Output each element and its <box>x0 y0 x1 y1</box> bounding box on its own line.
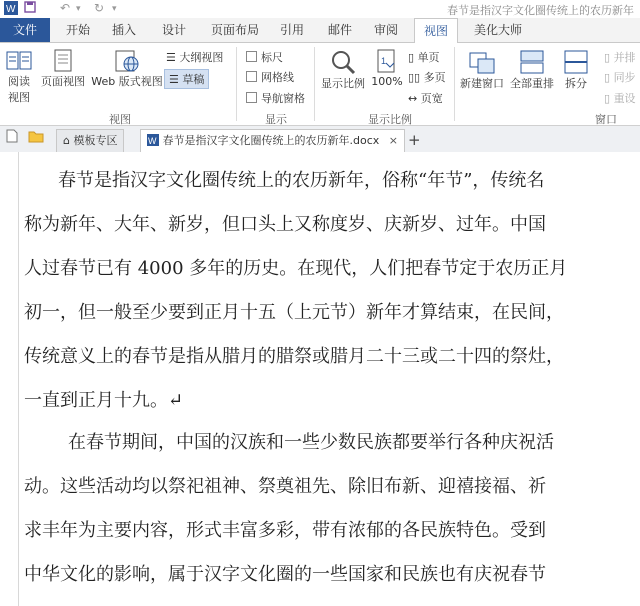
word-doc-icon <box>147 134 159 146</box>
zoom-label: 显示比例 <box>321 77 365 90</box>
svg-text:1: 1 <box>381 56 387 66</box>
sync-scroll-button[interactable] <box>604 69 636 85</box>
split-button[interactable] <box>560 49 592 91</box>
document-tab-label: 春节是指汉字文化圈传统上的农历新年.docx <box>162 134 380 147</box>
arrange-all-label: 全部重排 <box>510 77 554 90</box>
tab-mailings[interactable]: 邮件 <box>327 23 352 37</box>
multi-page-button[interactable] <box>408 69 446 85</box>
web-view-button[interactable] <box>90 49 164 89</box>
template-zone-tab[interactable] <box>56 129 124 152</box>
one-page-button[interactable] <box>408 49 440 65</box>
group-separator <box>314 47 315 121</box>
zoom-100-label: 100% <box>371 75 403 88</box>
arrange-all-button[interactable] <box>508 49 556 91</box>
side-by-side-icon: ▯ <box>604 51 611 64</box>
page-width-button[interactable] <box>408 90 443 106</box>
ruler-label: 标尺 <box>261 51 283 64</box>
one-page-icon: ▯ <box>408 51 415 64</box>
outline-view-button[interactable] <box>166 49 223 65</box>
undo-dropdown-icon[interactable]: ▾ <box>76 4 81 14</box>
group-separator <box>454 47 455 121</box>
zoom-100-icon <box>376 49 398 75</box>
ribbon-view <box>0 43 640 126</box>
text-line: 动。这些活动均以祭祀祖神、祭奠祖先、除旧布新、迎禧接福、祈 <box>24 476 546 497</box>
read-view-button[interactable] <box>4 49 34 105</box>
text-line: 初一，但一般至少要到正月十五（上元节）新年才算结束，在民间， <box>24 302 564 323</box>
reset-position-button[interactable] <box>604 90 636 106</box>
new-window-button[interactable] <box>458 49 506 91</box>
document-tab[interactable] <box>140 129 405 152</box>
group-label-show: 显示 <box>265 113 287 126</box>
add-tab-icon[interactable]: + <box>408 131 421 149</box>
tab-page-layout[interactable]: 页面布局 <box>210 23 259 37</box>
text-line: 在春节期间，中国的汉族和一些少数民族都要举行各种庆祝活 <box>68 432 554 453</box>
page-view-label: 页面视图 <box>41 75 85 88</box>
window-title: 春节是指汉字文化圈传统上的农历新年 <box>447 4 634 17</box>
text-line: 人过春节已有 4000 多年的历史。在现代，人们把春节定于农历正月 <box>24 258 568 279</box>
home-icon: ⌂ <box>63 134 70 147</box>
page-width-label: 页宽 <box>420 92 443 105</box>
tab-insert[interactable]: 插入 <box>111 23 136 37</box>
gridlines-label: 网格线 <box>261 71 294 84</box>
one-page-label: 单页 <box>417 51 440 64</box>
draft-icon: ☰ <box>169 73 179 86</box>
zoom-button[interactable] <box>318 49 368 91</box>
text-line: 求丰年为主要内容，形式丰富多彩，带有浓郁的各民族特色。受到 <box>24 520 546 541</box>
split-icon <box>563 49 589 75</box>
side-by-side-button[interactable] <box>604 49 636 65</box>
multi-page-icon: ▯▯ <box>408 71 421 84</box>
undo-icon[interactable]: ↶ <box>60 1 71 15</box>
web-view-label: Web 版式视图 <box>91 75 163 88</box>
word-app-icon <box>4 1 18 18</box>
group-separator <box>236 47 237 121</box>
nav-pane-label: 导航窗格 <box>261 92 305 105</box>
nav-pane-checkbox[interactable] <box>246 90 305 106</box>
sync-scroll-icon: ▯ <box>604 71 611 84</box>
customize-toolbar-icon[interactable]: ▾ <box>112 4 117 14</box>
read-view-icon <box>6 49 32 73</box>
document-page[interactable] <box>0 152 640 606</box>
template-zone-label: 模板专区 <box>73 134 118 147</box>
tab-view[interactable]: 视图 <box>414 18 458 44</box>
draft-label: 草稿 <box>182 73 205 86</box>
page-view-icon <box>53 49 73 73</box>
text-line: 传统意义上的春节是指从腊月的腊祭或腊月二十三或二十四的祭灶， <box>24 346 564 367</box>
text-line: 春节是指汉字文化圈传统上的农历新年，俗称“年节”，传统名 <box>58 170 545 191</box>
title-bar <box>0 0 640 18</box>
magnifier-icon <box>330 49 356 75</box>
tab-design[interactable]: 设计 <box>161 23 186 37</box>
tab-beautify-master[interactable]: 美化大师 <box>473 23 522 37</box>
gridlines-check-box[interactable] <box>246 71 257 82</box>
group-label-zoom: 显示比例 <box>368 113 412 126</box>
ribbon-tab-bar <box>0 18 640 43</box>
group-label-window: 窗口 <box>595 113 617 126</box>
arrange-all-icon <box>518 49 546 75</box>
split-label: 拆分 <box>565 77 587 90</box>
side-by-side-label: 并排 <box>613 51 636 64</box>
close-tab-icon[interactable]: × <box>388 134 398 147</box>
nav-pane-check-box[interactable] <box>246 92 257 103</box>
svg-text:W: W <box>6 4 16 15</box>
text-line: 中华文化的影响，属于汉字文化圈的一些国家和民族也有庆祝春节 <box>24 564 546 585</box>
group-label-view: 视图 <box>109 113 131 126</box>
new-window-icon <box>468 49 496 75</box>
page-margin-line <box>18 152 19 606</box>
text-line: 称为新年、大年、新岁，但口头上又称度岁、庆新岁、过年。中国 <box>24 214 546 235</box>
redo-icon[interactable]: ↻ <box>94 1 105 15</box>
document-tab-bar <box>0 126 640 153</box>
outline-label: 大纲视图 <box>179 51 224 64</box>
web-view-icon <box>114 49 140 73</box>
page-width-icon: ↔ <box>408 92 418 105</box>
tab-review[interactable]: 审阅 <box>373 23 398 37</box>
tab-file[interactable]: 文件 <box>0 18 50 42</box>
new-window-label: 新建窗口 <box>460 77 504 90</box>
text-line: 一直到正月十九。↵ <box>24 390 184 411</box>
tab-references[interactable]: 引用 <box>279 23 304 37</box>
zoom-100-button[interactable] <box>370 49 404 88</box>
reset-position-label: 重设 <box>613 92 636 105</box>
multi-page-label: 多页 <box>423 71 446 84</box>
draft-view-button[interactable] <box>164 69 209 89</box>
outline-icon: ☰ <box>166 51 176 64</box>
save-icon[interactable] <box>24 1 36 16</box>
ruler-check-box[interactable] <box>246 51 257 62</box>
ruler-checkbox[interactable] <box>246 49 283 65</box>
open-folder-icon[interactable] <box>28 129 44 151</box>
read-view-label: 阅读 视图 <box>8 75 30 104</box>
tab-home[interactable]: 开始 <box>65 23 90 37</box>
gridlines-checkbox[interactable] <box>246 69 294 85</box>
reset-position-icon: ▯ <box>604 92 611 105</box>
sync-scroll-label: 同步 <box>613 71 636 84</box>
page-view-button[interactable] <box>40 49 86 89</box>
svg-text:W: W <box>148 136 157 146</box>
new-document-icon[interactable] <box>6 129 18 151</box>
